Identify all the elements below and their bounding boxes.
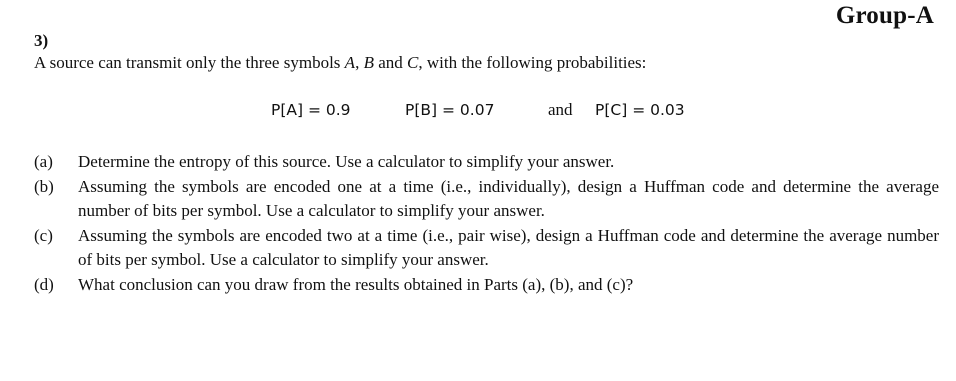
symbol-b: B bbox=[363, 53, 374, 72]
intro-and: and bbox=[373, 53, 407, 72]
part-label: (a) bbox=[34, 152, 53, 171]
question-parts bbox=[34, 150, 939, 297]
part-label: (c) bbox=[34, 225, 53, 245]
intro-separator: , bbox=[355, 53, 364, 72]
probability-and: and bbox=[548, 100, 573, 119]
probability-formulas bbox=[0, 100, 956, 124]
part-a bbox=[34, 150, 939, 175]
question-number: 3) bbox=[34, 31, 49, 50]
part-c bbox=[34, 224, 939, 273]
probability-b: P[B] = 0.07 bbox=[405, 101, 495, 119]
part-label: (b) bbox=[34, 176, 54, 196]
part-text: Determine the entropy of this source. Use a calculator to simplify your answer. bbox=[78, 152, 615, 171]
group-label: Group-A bbox=[835, 2, 934, 29]
part-text: Assuming the symbols are encoded one at a time (i.e., individually), design a Huffman code and determine the average number of bits per symbol. Use a calculator to simplify your answer. bbox=[78, 176, 939, 220]
symbol-a: A bbox=[344, 53, 356, 72]
symbol-c: C bbox=[407, 53, 419, 72]
intro-prefix: A source can transmit only the three symbols bbox=[34, 53, 345, 72]
intro-suffix: , with the following probabilities: bbox=[418, 53, 647, 72]
part-text: What conclusion can you draw from the results obtained in Parts (a), (b), and (c)? bbox=[78, 274, 634, 294]
part-text: Assuming the symbols are encoded two at a time (i.e., pair wise), design a Huffman code and determine the average number of bits per symbol. Use a calculator to simplify your answer. bbox=[78, 225, 939, 269]
part-d bbox=[34, 273, 939, 298]
question-intro bbox=[34, 53, 646, 73]
part-b bbox=[34, 175, 939, 224]
probability-c: P[C] = 0.03 bbox=[595, 101, 685, 119]
probability-a: P[A] = 0.9 bbox=[271, 101, 351, 119]
part-label: (d) bbox=[34, 274, 54, 294]
